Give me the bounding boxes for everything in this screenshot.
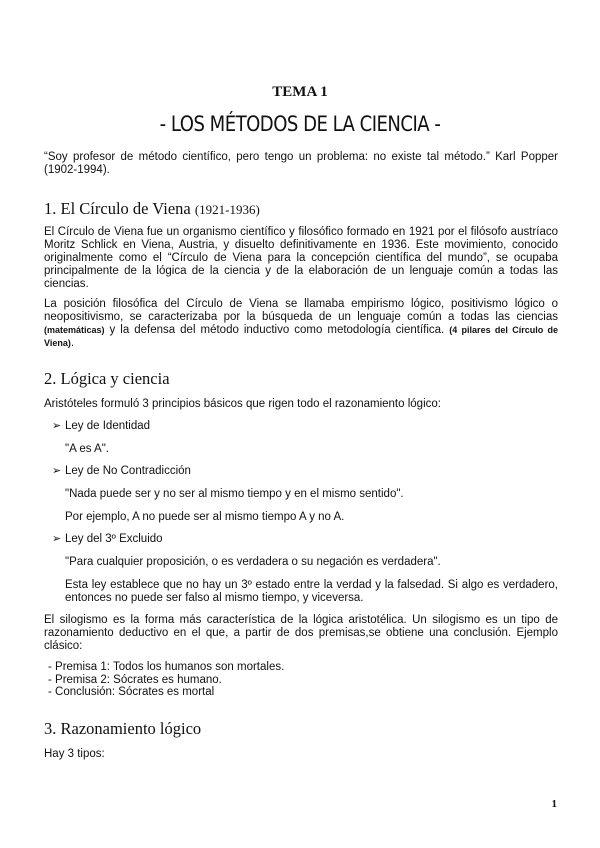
law-2-example: Por ejemplo, A no puede ser al mismo tiempo A y no A.: [65, 511, 345, 523]
para2-matematicas: (matemáticas): [44, 325, 105, 335]
section-3-heading: 3. Razonamiento lógico: [44, 719, 202, 738]
law-2-description: "Nada puede ser y no ser al mismo tiempo y en el mismo sentido".: [65, 488, 404, 500]
page-number: 1: [551, 798, 557, 810]
list-item: - Conclusión: Sócrates es mortal: [48, 686, 215, 698]
section-1-heading-years: (1921-1936): [194, 202, 260, 217]
para2-pilares-note: (4 pilares del Círculo de Viena): [44, 325, 558, 348]
syllogism-paragraph: El silogismo es la forma más característica de la lógica aristotélica. Un silogismo es un tipo de razonamiento deductivo en el que, a partir de dos premisas,se obtiene una conclusión. Ejemplo clásico:: [44, 614, 558, 652]
law-3-description: "Para cualquier proposición, o es verdadera o su negación es verdadera".: [65, 556, 441, 568]
section-1-paragraph-1: El Círculo de Viena fue un organismo científico y filosófico formado en 1921 por el filósofo austríaco Moritz Schlick en Viena, Austria, y disuelto definitivamente en 1936. Este movimiento, conocido originalmente como el “Círculo de Viena para la concepción científica del mundo”, se ocupaba principalmente de la lógica de la ciencia y de la elaboración de un lenguaje común a todas las ciencias.: [44, 226, 558, 290]
law-3-item: [52, 533, 163, 546]
section-1-paragraph-2: [44, 298, 558, 350]
section-2-heading: 2. Lógica y ciencia: [44, 369, 170, 388]
section-1-heading: [44, 199, 260, 219]
arrow-bullet-icon: ➢: [52, 465, 62, 477]
para2-text-a: La posición filosófica del Círculo de Viena se llamaba empirismo lógico, positivismo lógico o neopositivismo, se caracterizaba por la búsqueda de un lenguaje común a todas las ciencias: [44, 298, 558, 323]
list-item: - Premisa 1: Todos los humanos son mortales.: [48, 661, 285, 673]
law-1-description: "A es A".: [65, 443, 109, 455]
law-3-label: Ley del 3º Excluido: [65, 533, 163, 545]
section-2-intro: Aristóteles formuló 3 principios básicos que rigen todo el razonamiento lógico:: [44, 398, 441, 410]
arrow-bullet-icon: ➢: [52, 533, 62, 545]
document-tema: TEMA 1: [272, 84, 328, 100]
para2-text-e: .: [70, 337, 75, 349]
law-3-explanation: Esta ley establece que no hay un 3º estado entre la verdad y la falsedad. Si algo es verdadero, entonces no puede ser falso al mismo tiempo, y viceversa.: [65, 579, 558, 604]
section-3-intro: Hay 3 tipos:: [44, 748, 105, 760]
law-2-item: [52, 465, 191, 478]
para2-text-c: y la defensa del método inductivo como metodología científica.: [104, 324, 450, 336]
law-1-item: [52, 420, 150, 433]
document-title: - LOS MÉTODOS DE LA CIENCIA -: [159, 112, 441, 136]
law-2-label: Ley de No Contradicción: [65, 465, 191, 477]
section-1-heading-text: 1. El Círculo de Viena: [44, 199, 191, 218]
list-item: - Premisa 2: Sócrates es humano.: [48, 673, 222, 686]
law-1-label: Ley de Identidad: [65, 420, 151, 432]
arrow-bullet-icon: ➢: [52, 420, 62, 432]
popper-quote: “Soy profesor de método científico, pero tengo un problema: no existe tal método.” Karl Popper (1902-1994).: [44, 151, 558, 176]
syllogism-example-list: [48, 661, 284, 699]
